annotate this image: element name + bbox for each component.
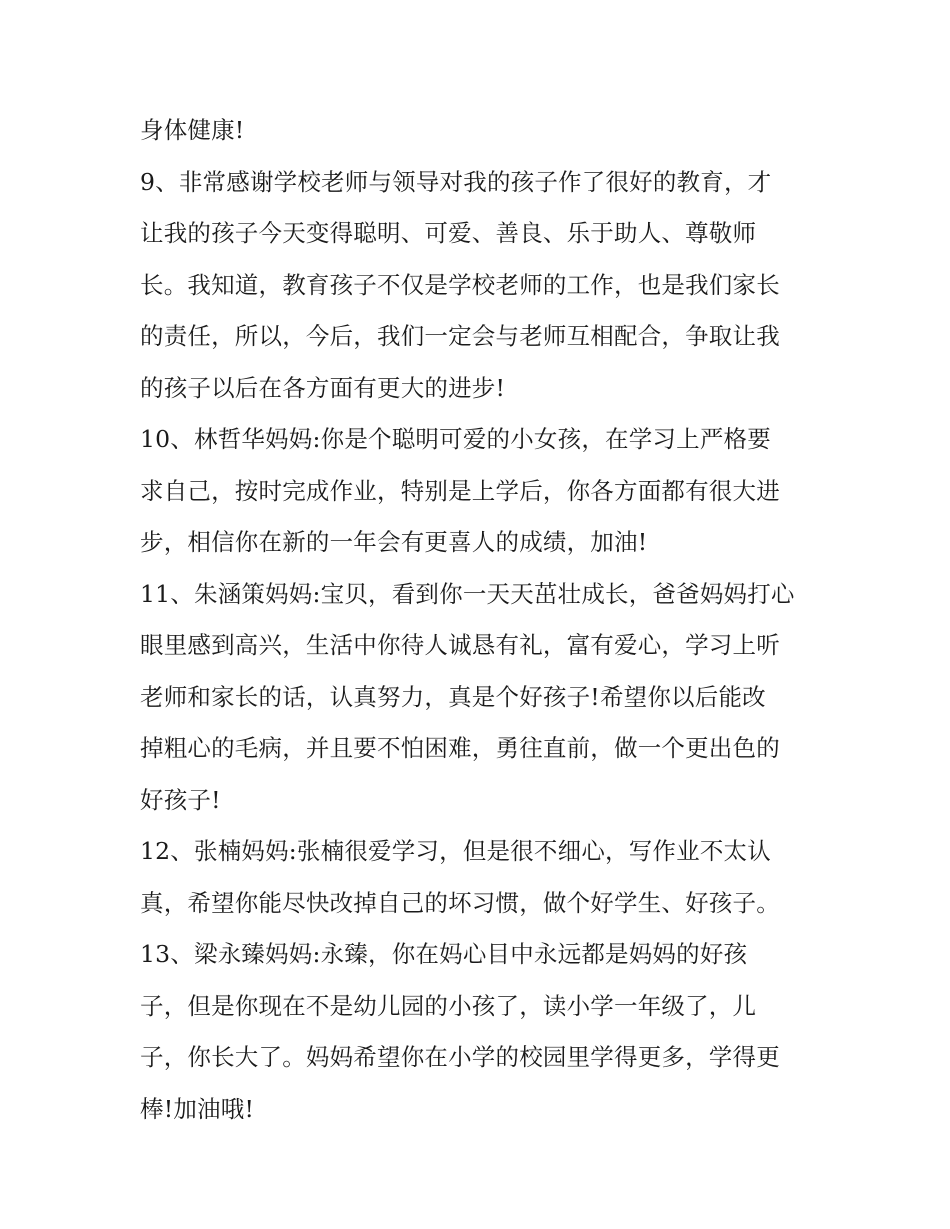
text-line: 10、林哲华妈妈:你是个聪明可爱的小女孩，在学习上严格要 (140, 425, 771, 453)
text-line: 棒!加油哦! (140, 1094, 255, 1123)
text-line: 13、梁永臻妈妈:永臻，你在妈心目中永远都是妈妈的好孩 (140, 940, 748, 968)
text-line: 子，你长大了。妈妈希望你在小学的校园里学得更多，学得更 (140, 1043, 780, 1071)
text-line: 的孩子以后在各方面有更大的进步! (140, 373, 506, 402)
text-line: 的责任，所以，今后，我们一定会与老师互相配合，争取让我 (140, 322, 780, 350)
text-line: 12、张楠妈妈:张楠很爱学习，但是很不细心，写作业不太认 (140, 837, 771, 865)
text-line: 老师和家长的话，认真努力，真是个好孩子!希望你以后能改 (140, 682, 766, 711)
text-line: 长。我知道，教育孩子不仅是学校老师的工作，也是我们家长 (140, 270, 780, 299)
text-line: 身体健康! (140, 116, 245, 144)
text-line: 步，相信你在新的一年会有更喜人的成绩，加油! (140, 528, 648, 556)
text-line: 掉粗心的毛病，并且要不怕困难，勇往直前，做一个更出色的 (140, 734, 780, 762)
text-line: 眼里感到高兴，生活中你待人诚恳有礼，富有爱心，学习上听 (140, 631, 780, 659)
text-line: 真，希望你能尽快改掉自己的坏习惯，做个好学生、好孩子。 (140, 888, 780, 917)
text-line: 让我的孩子今天变得聪明、可爱、善良、乐于助人、尊敬师 (140, 219, 757, 247)
document-body (140, 105, 820, 1135)
text-line: 9、非常感谢学校老师与领导对我的孩子作了很好的教育，才 (140, 167, 772, 196)
text-line: 好孩子! (140, 785, 221, 814)
text-line: 求自己，按时完成作业，特别是上学后，你各方面都有很大进 (140, 476, 780, 505)
text-line: 子，但是你现在不是幼儿园的小孩了，读小学一年级了，儿 (140, 991, 757, 1020)
text-line: 11、朱涵策妈妈:宝贝，看到你一天天茁壮成长，爸爸妈妈打心 (140, 579, 795, 608)
